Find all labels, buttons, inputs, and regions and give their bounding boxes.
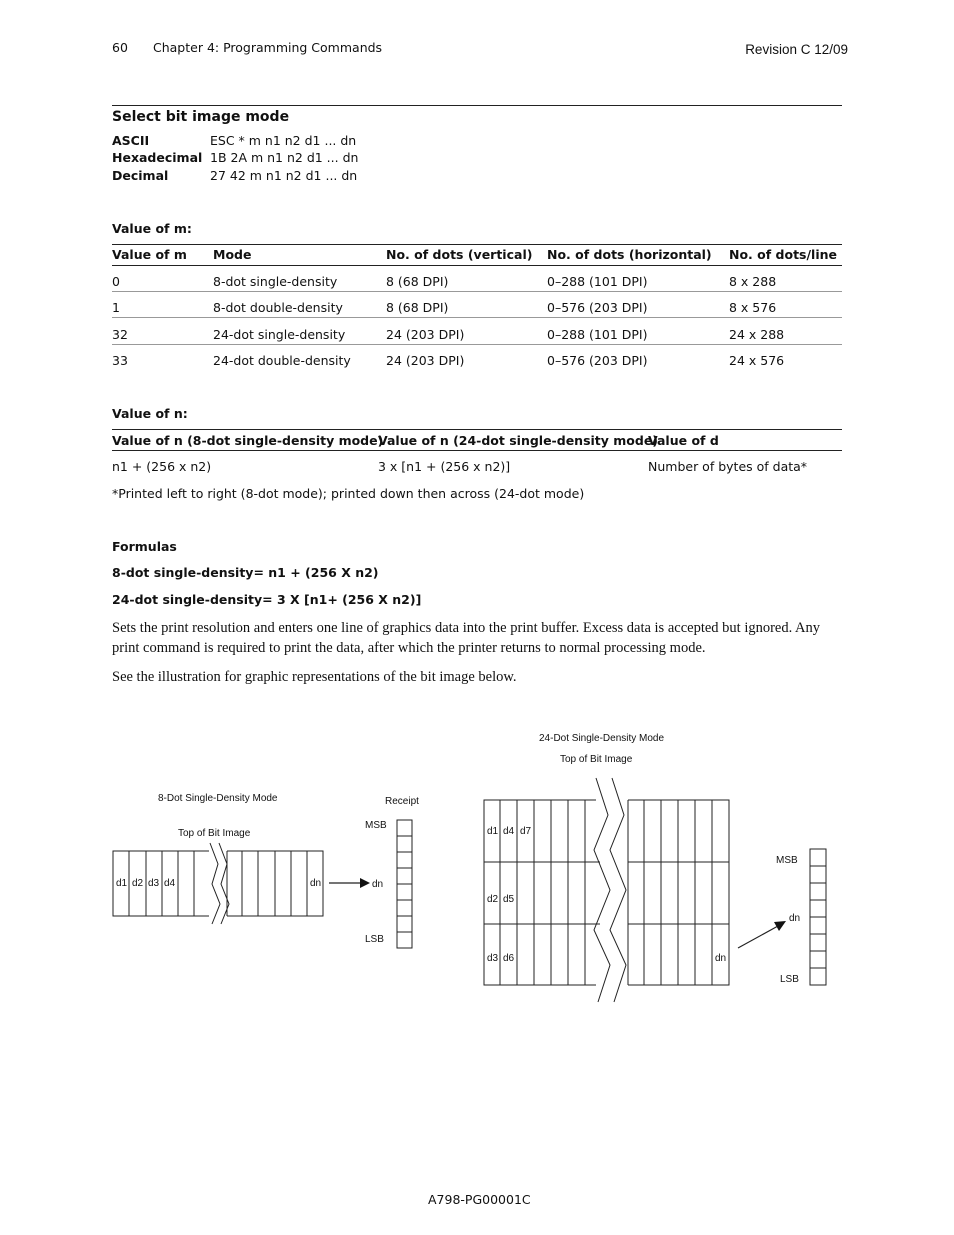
n-col-8dot: Value of n (8-dot single-density mode) [112,433,384,448]
m-col-value: Value of m [112,247,187,262]
m-r3-c0: 33 [112,353,128,368]
grid-d1: d1 [487,826,499,837]
decimal-value: 27 42 m n1 n2 d1 ... dn [210,168,358,183]
grid-d2: d2 [487,894,499,905]
grid-dn: dn [715,953,727,964]
n-table-top-rule [112,429,842,430]
right-arrow-dn-label: dn [789,913,801,924]
m-col-horizontal: No. of dots (horizontal) [547,247,712,262]
m-r1-c3: 0–576 (203 DPI) [547,300,648,315]
m-r3-c2: 24 (203 DPI) [386,353,465,368]
m-r0-c0: 0 [112,274,120,289]
m-r1-c4: 8 x 576 [729,300,777,315]
revision-label: Revision C 12/09 [745,42,848,57]
m-col-vertical: No. of dots (vertical) [386,247,533,262]
right-receipt-column [810,849,826,985]
m-col-mode: Mode [213,247,252,262]
chapter-title: Chapter 4: Programming Commands [153,40,383,55]
m-r1-c1: 8-dot double-density [213,300,343,315]
left-msb-label: MSB [365,820,387,831]
m-r3-c1: 24-dot double-density [213,353,351,368]
grid-d3: d3 [487,953,499,964]
n-table-header-rule [112,450,842,451]
m-row-rule [112,317,842,318]
n-table-footnote: *Printed left to right (8-dot mode); printed down then across (24-dot mode) [112,486,585,501]
n-r0-c2: Number of bytes of data* [648,459,808,474]
right-msb-label: MSB [776,855,798,866]
m-r1-c0: 1 [112,300,120,315]
m-r0-c3: 0–288 (101 DPI) [547,274,648,289]
right-diagram-title: 24-Dot Single-Density Mode [539,733,665,744]
left-arrow [329,878,370,888]
hex-value: 1B 2A m n1 n2 d1 ... dn [210,150,359,165]
grid-d5: d5 [503,894,515,905]
m-r2-c1: 24-dot single-density [213,327,346,342]
m-r0-c2: 8 (68 DPI) [386,274,449,289]
left-cell-d3: d3 [148,878,160,889]
grid-d7: d7 [520,826,532,837]
receipt-label: Receipt [385,796,419,807]
decimal-label: Decimal [112,168,169,183]
m-r3-c3: 0–576 (203 DPI) [547,353,648,368]
left-cell-d2: d2 [132,878,144,889]
m-r2-c0: 32 [112,327,128,342]
left-cell-d4: d4 [164,878,176,889]
left-diagram-subtitle: Top of Bit Image [178,828,251,839]
command-title: Select bit image mode [112,109,290,125]
m-r0-c4: 8 x 288 [729,274,777,289]
m-r1-c2: 8 (68 DPI) [386,300,449,315]
m-table-heading: Value of m: [112,221,192,236]
n-col-d: Value of d [648,433,719,448]
grid-d6: d6 [503,953,515,964]
formula-24dot: 24-dot single-density= 3 X [n1+ (256 X n2)] [112,592,422,607]
m-r3-c4: 24 x 576 [729,353,785,368]
page-number: 60 [112,40,128,55]
right-diagram-subtitle: Top of Bit Image [560,754,633,765]
left-lsb-label: LSB [365,934,384,945]
formulas-heading: Formulas [112,539,177,554]
m-r2-c2: 24 (203 DPI) [386,327,465,342]
section-rule [112,105,842,106]
left-cell-dn: dn [310,878,322,889]
n-col-24dot: Value of n (24-dot single-density mode) [378,433,659,448]
right-arrow [738,921,786,948]
hex-label: Hexadecimal [112,150,203,165]
m-r2-c3: 0–288 (101 DPI) [547,327,648,342]
m-col-dots-line: No. of dots/line [729,247,837,262]
bit-image-diagram [0,720,954,1020]
m-r2-c4: 24 x 288 [729,327,785,342]
left-receipt-column [397,820,412,948]
m-row-rule [112,291,842,292]
n-table-heading: Value of n: [112,406,188,421]
formula-8dot: 8-dot single-density= n1 + (256 X n2) [112,565,379,580]
right-lsb-label: LSB [780,974,799,985]
grid-d4: d4 [503,826,515,837]
n-r0-c1: 3 x [n1 + (256 x n2)] [378,459,511,474]
n-r0-c0: n1 + (256 x n2) [112,459,212,474]
m-row-rule [112,344,842,345]
m-table-header-rule [112,265,842,266]
body-paragraph-1: Sets the print resolution and enters one line of graphics data into the print buffer. Excess data is accepted but ignored. Any print command is required to print the data, after which the printer returns to normal processing mode. [112,620,821,656]
left-diagram-title: 8-Dot Single-Density Mode [158,793,278,804]
left-arrow-dn-label: dn [372,879,384,890]
document-id: A798-PG00001C [428,1192,531,1207]
ascii-label: ASCII [112,133,150,148]
left-cell-d1: d1 [116,878,128,889]
ascii-value: ESC * m n1 n2 d1 ... dn [210,133,357,148]
m-r0-c1: 8-dot single-density [213,274,338,289]
body-paragraph-2: See the illustration for graphic representations of the bit image below. [112,669,517,685]
m-table-top-rule [112,244,842,245]
